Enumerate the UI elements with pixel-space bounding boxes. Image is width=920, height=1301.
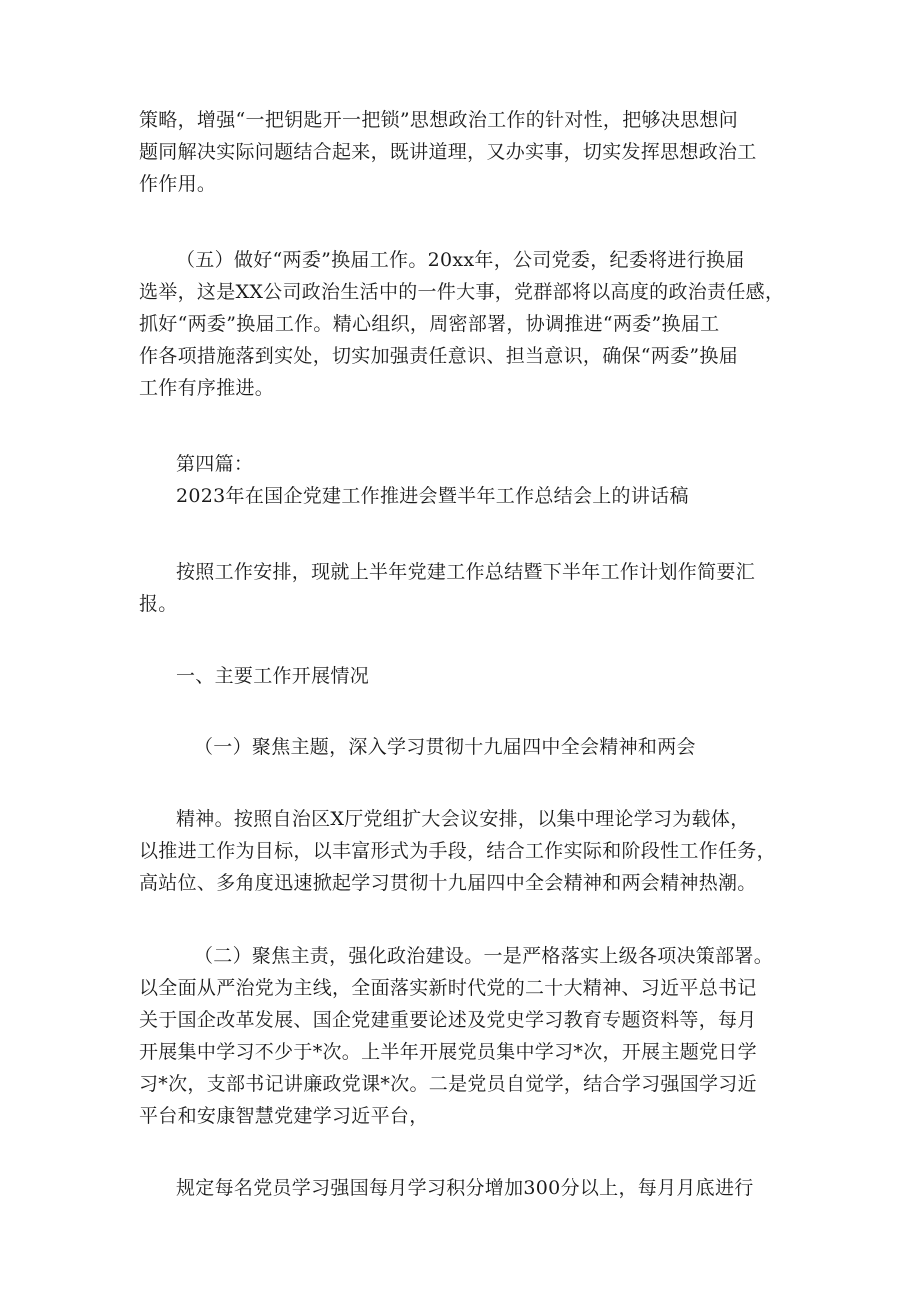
- chapter-label: 第四篇：: [176, 453, 254, 475]
- subsection-heading: （一）聚焦主题，深入学习贯彻十九届四中全会精神和两会: [194, 736, 696, 758]
- chapter-title: 2023年在国企党建工作推进会暨半年工作总结会上的讲话稿: [176, 485, 689, 507]
- paragraph-line: 按照工作安排，现就上半年党建工作总结暨下半年工作计划作简要汇: [176, 561, 756, 583]
- paragraph-line: 题同解决实际问题结合起来，既讲道理，又办实事，切实发挥思想政治工: [139, 141, 757, 163]
- paragraph-line: 抓好“两委”换届工作。精心组织，周密部署，协调推进“两委”换届工: [139, 313, 720, 335]
- paragraph-line: 关于国企改革发展、国企党建重要论述及党史学习教育专题资料等，每月: [139, 1009, 757, 1031]
- paragraph-line: 平台和安康智慧党建学习近平台，: [139, 1105, 429, 1127]
- paragraph-line: 作各项措施落到实处，切实加强责任意识、担当意识，确保“两委”换届: [139, 345, 739, 367]
- paragraph-line: （五）做好“两委”换届工作。20xx年，公司党委，纪委将进行换届: [176, 249, 745, 271]
- section-heading: 一、主要工作开展情况: [176, 665, 370, 687]
- paragraph-line: 高站位、多角度迅速掀起学习贯彻十九届四中全会精神和两会精神热潮。: [139, 872, 757, 894]
- paragraph-line: 选举，这是XX公司政治生活中的一件大事，党群部将以高度的政治责任感，: [139, 281, 785, 303]
- paragraph-line: （二）聚焦主责，强化政治建设。一是严格落实上级各项决策部署。: [194, 945, 774, 967]
- paragraph-line: 报。: [139, 593, 178, 615]
- paragraph-line: 工作有序推进。: [139, 377, 275, 399]
- paragraph-line: 以推进工作为目标，以丰富形式为手段，结合工作实际和阶段性工作任务，: [139, 840, 776, 862]
- paragraph-line: 习*次，支部书记讲廉政党课*次。二是党员自觉学，结合学习强国学习近: [139, 1073, 757, 1095]
- paragraph-line: 规定每名党员学习强国每月学习积分增加300分以上，每月月底进行: [176, 1177, 754, 1199]
- paragraph-line: 开展集中学习不少于*次。上半年开展党员集中学习*次，开展主题党日学: [139, 1041, 757, 1063]
- paragraph-line: 精神。按照自治区X厅党组扩大会议安排，以集中理论学习为载体，: [176, 808, 750, 830]
- paragraph-line: 以全面从严治党为主线，全面落实新时代党的二十大精神、习近平总书记: [139, 977, 757, 999]
- paragraph-line: 作作用。: [139, 173, 217, 195]
- paragraph-line: 策略，增强“一把钥匙开一把锁”思想政治工作的针对性，把够决思想问: [139, 109, 739, 131]
